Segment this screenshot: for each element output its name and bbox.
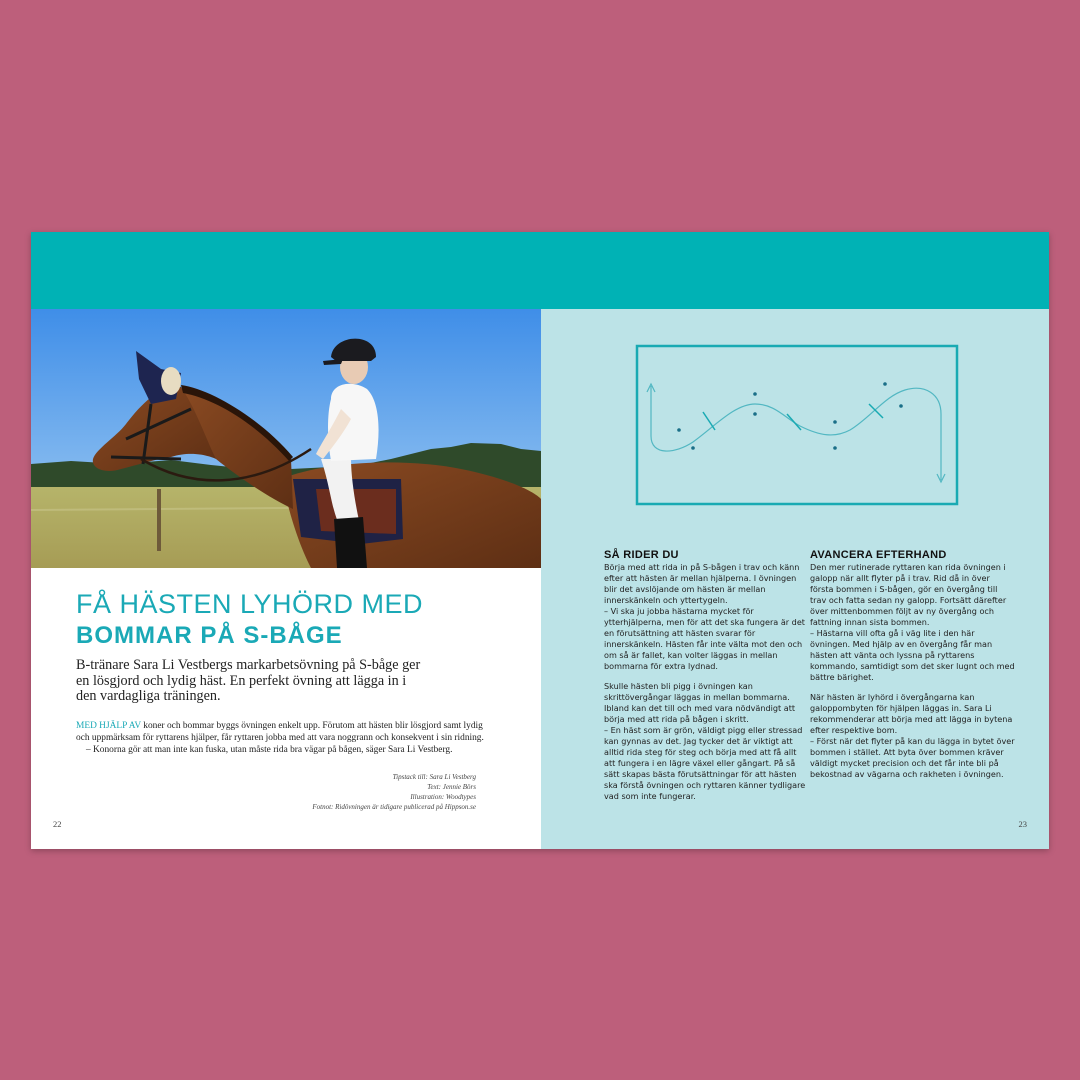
- pole-1: [703, 412, 715, 430]
- credit-line: Text: Jennie Börs: [427, 783, 476, 791]
- cone: [899, 404, 903, 408]
- page-number-left: 22: [53, 819, 62, 829]
- headline-line-2: BOMMAR PÅ S-BÅGE: [76, 622, 343, 649]
- cone: [833, 446, 837, 450]
- column-avancera-efterhand: [810, 549, 1015, 789]
- article-credits: [261, 772, 476, 812]
- section-paragraph: Den mer rutinerade ryttaren kan rida övningen i galopp när allt flyter på i trav. Rid då in över första bommen i S-bågen, gör en övergång till trav och fatta sedan ny galopp. Fortsätt därefter över mittenbommen följt av ny övergång och fattning innan sista bommen. – Hästarna vill ofta gå i väg lite i den här övningen. Med hjälp av en övergång får man hästen att vänta och lyssna på ryttarens kommando, samtidigt som det sker lugnt och med bättre bärighet.: [810, 562, 1015, 682]
- pole-2: [787, 414, 801, 430]
- column-sa-rider-du: [604, 549, 809, 811]
- credit-line: Illustration: Woodtypes: [410, 793, 476, 801]
- cone: [691, 446, 695, 450]
- s-curve-exercise-diagram: [635, 344, 959, 506]
- section-paragraph: När hästen är lyhörd i övergångarna kan galoppombyten för hjälpen läggas in. Sara Li rekommenderar att börja med att lägga in bytena efter respektive bom. – Först när det flyter på kan du lägga in bytet över bommen i stället. Att byta över bommen kräver väldigt mycket precision och det får inte bli på bekostnad av vägarna och rakheten i övningen.: [810, 692, 1015, 779]
- intro-lead-in: MED HJÄLP AV: [76, 721, 141, 731]
- right-page: [541, 309, 1049, 849]
- magazine-spread: [31, 232, 1049, 849]
- section-heading: AVANCERA EFTERHAND: [810, 549, 947, 561]
- section-paragraph: Skulle hästen bli pigg i övningen kan skrittövergångar läggas in mellan bommarna. Ibland kan det till och med vara nödvändigt att börja med att rida på bågen i skritt. – En häst som är grön, väldigt pigg eller stressad kan gynnas av det. Jag tycker det är viktigt att alltid rida steg för steg och börja med att få allt att fungera i en lägre växel eller gångart. På så sätt skapas bästa förutsättningar för att hästen ska förstå övningen och ryttaren känner tydligare vad som inte fungerar.: [604, 681, 806, 801]
- cone: [833, 420, 837, 424]
- cone: [677, 428, 681, 432]
- section-paragraph: Börja med att rida in på S-bågen i trav och känn efter att hästen är mellan hjälperna. I övningen blir det avslöjande om hästen är mellan innerskänkeln och yttertygeln. – Vi ska ju jobba hästarna mycket för ytterhjälperna, men för att det ska fungera är det en förutsättning att hästen svarar för innerskänkeln. Hästen får inte välta mot den och om så är fallet, kan volter läggas in mellan bommarna för extra lydnad.: [604, 562, 805, 671]
- article-headline: [76, 589, 516, 651]
- cone: [753, 412, 757, 416]
- article-intro-body: [76, 720, 486, 756]
- left-page: [31, 309, 541, 849]
- horse-rider-photo: [31, 309, 541, 568]
- pole-3: [869, 404, 883, 418]
- s-curve-path: [651, 386, 941, 480]
- intro-quote: – Konorna gör att man inte kan fuska, utan måste rida bra vägar på bågen, säger Sara Li Vestberg.: [86, 745, 453, 755]
- page-number-right: 23: [1018, 819, 1027, 829]
- credit-line: Fotnot: Ridövningen är tidigare publicerad på Hippson.se: [312, 803, 476, 811]
- credit-line: Tipstack till: Sara Li Vestberg: [392, 773, 476, 781]
- cone: [753, 392, 757, 396]
- headline-line-1: FÅ HÄSTEN LYHÖRD MED: [76, 589, 424, 619]
- section-heading: SÅ RIDER DU: [604, 549, 679, 561]
- cone: [883, 382, 887, 386]
- intro-text: koner och bommar byggs övningen enkelt upp. Förutom att hästen blir lösgjord samt lydig och uppmärksam för ryttarens hjälper, får ryttaren jobba med att vara noggrann och konsekvent i sin ridning.: [76, 721, 484, 743]
- article-lead: B-tränare Sara Li Vestbergs markarbetsövning på S-båge ger en lösgjord och lydig häst. En perfekt övning att lägga in i den vardagliga träningen.: [76, 657, 421, 704]
- teal-header-band: [31, 232, 1049, 309]
